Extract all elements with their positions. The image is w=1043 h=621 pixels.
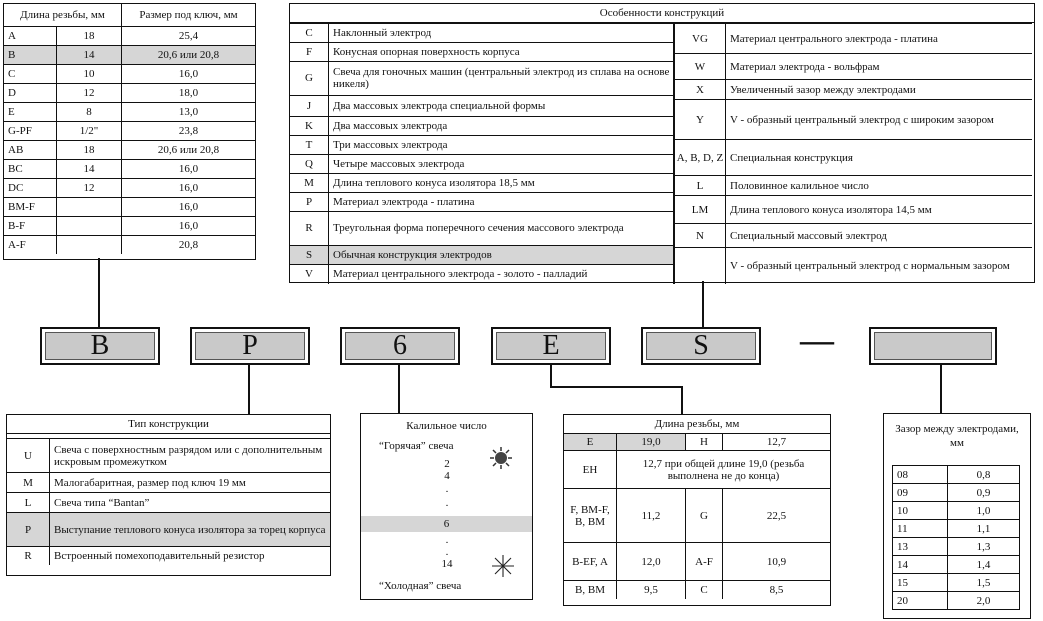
feature-text: Свеча для гоночных машин (центральный электрод из сплава на основе никеля)	[329, 62, 674, 96]
thread-length-grid	[564, 433, 830, 599]
thread-row	[4, 159, 255, 178]
wrench-size: 25,4	[122, 26, 256, 45]
construction-type-table	[6, 414, 331, 576]
construction-type-row	[7, 547, 330, 565]
thread-size-table	[3, 3, 256, 260]
construction-type-code: P	[7, 513, 50, 547]
connector-thread	[98, 258, 100, 327]
hot-sun-icon	[489, 446, 513, 470]
construction-type-row	[7, 493, 330, 513]
connector-type-v	[248, 365, 250, 415]
feature-row	[290, 245, 674, 264]
gap-value: 1,1	[948, 520, 1020, 538]
tl-bbm-code: B, BM	[564, 581, 617, 599]
feature-row	[675, 224, 1033, 248]
code-letter-s: S	[646, 332, 756, 360]
heat-value-6: 6	[443, 518, 450, 530]
feature-row	[290, 155, 674, 174]
tl-af-value: 10,9	[723, 543, 831, 581]
construction-type-text: Малогабаритная, размер под ключ 19 мм	[50, 473, 331, 493]
tl-f-code: F, BM-F, B, BM	[564, 489, 617, 543]
feature-row	[675, 248, 1033, 284]
construction-type-text: Выступание теплового конуса изолятора за торец корпуса	[50, 513, 331, 547]
code-box-features	[641, 327, 761, 365]
features-table	[289, 3, 1035, 283]
thread-row	[4, 216, 255, 235]
thread-code: B-F	[4, 216, 57, 235]
tl-h-value: 12,7	[723, 434, 831, 451]
thread-row	[4, 64, 255, 83]
feature-row	[290, 116, 674, 135]
feature-row	[290, 193, 674, 212]
code-box-gap	[869, 327, 997, 365]
wrench-size: 16,0	[122, 159, 256, 178]
feature-text: Материал центрального электрода - золото - палладий	[329, 264, 674, 283]
heat-number-title: Калильное число	[406, 420, 487, 432]
construction-type-text: Свеча типа “Bantan”	[50, 493, 331, 513]
tl-e-value: 19,0	[617, 434, 686, 451]
heat-value-14: 14	[441, 558, 453, 570]
thread-size-grid	[4, 4, 255, 254]
tl-af-code: A-F	[686, 543, 723, 581]
feature-text: Два массовых электрода специальной формы	[329, 95, 674, 116]
construction-type-row	[7, 439, 330, 473]
gap-code: 10	[893, 502, 948, 520]
thread-code: C	[4, 64, 57, 83]
feature-code: A, B, D, Z	[675, 140, 726, 176]
feature-code	[675, 248, 726, 284]
thread-code: BM-F	[4, 197, 57, 216]
features-title: Особенности конструкций	[290, 4, 1034, 23]
thread-row	[4, 121, 255, 140]
feature-code: S	[290, 245, 329, 264]
connector-gap-v	[940, 365, 942, 413]
feature-text: Специальный массовый электрод	[726, 224, 1033, 248]
thread-length: 8	[57, 102, 122, 121]
gap-value: 0,8	[948, 466, 1020, 484]
thread-row	[4, 235, 255, 254]
feature-code: F	[290, 43, 329, 62]
thread-row	[4, 45, 255, 64]
construction-type-code: R	[7, 547, 50, 565]
heat-value-6-row	[361, 516, 532, 532]
feature-row	[675, 100, 1033, 140]
thread-code: D	[4, 83, 57, 102]
heat-value-4: 4	[444, 470, 450, 482]
gap-code: 20	[893, 592, 948, 610]
wrench-size: 16,0	[122, 216, 256, 235]
thread-length: 14	[57, 159, 122, 178]
feature-code: R	[290, 212, 329, 246]
wrench-size: 16,0	[122, 64, 256, 83]
feature-row	[290, 62, 674, 96]
wrench-size: 23,8	[122, 121, 256, 140]
tl-f-value: 11,2	[617, 489, 686, 543]
feature-text: Наклонный электрод	[329, 24, 674, 43]
thread-length	[57, 216, 122, 235]
heat-dot-3: .	[445, 534, 449, 546]
feature-row	[290, 174, 674, 193]
feature-code: W	[675, 54, 726, 80]
wrench-size: 13,0	[122, 102, 256, 121]
thread-row	[4, 197, 255, 216]
feature-row	[290, 95, 674, 116]
code-box-heat-number	[340, 327, 460, 365]
feature-code: M	[290, 174, 329, 193]
gap-value: 1,0	[948, 502, 1020, 520]
thread-length	[57, 197, 122, 216]
heat-value-2: 2	[444, 458, 450, 470]
tl-c-code: C	[686, 581, 723, 599]
thread-length: 1/2"	[57, 121, 122, 140]
thread-length: 18	[57, 26, 122, 45]
tl-c-value: 8,5	[723, 581, 831, 599]
thread-length: 18	[57, 140, 122, 159]
construction-type-code: L	[7, 493, 50, 513]
feature-text: Материал электрода - платина	[329, 193, 674, 212]
feature-text: Четыре массовых электрода	[329, 155, 674, 174]
heat-values-bottom	[437, 534, 457, 570]
gap-row	[893, 520, 1020, 538]
connector-length-h	[550, 386, 682, 388]
thread-row	[4, 83, 255, 102]
cold-snowflake-icon	[491, 554, 515, 578]
feature-code: T	[290, 135, 329, 154]
feature-row	[675, 54, 1033, 80]
gap-code: 09	[893, 484, 948, 502]
feature-row	[290, 43, 674, 62]
construction-type-text: Свеча с поверхностным разрядом или с дополнительным искровым промежутком	[50, 439, 331, 473]
feature-code: L	[675, 176, 726, 196]
thread-length-title: Длина резьбы, мм	[654, 418, 740, 430]
wrench-size: 20,8	[122, 235, 256, 254]
feature-row	[290, 135, 674, 154]
feature-row	[675, 140, 1033, 176]
tl-eh-value: 12,7 при общей длине 19,0 (резьба выполнена не до конца)	[617, 451, 831, 489]
thread-row	[4, 178, 255, 197]
feature-code: C	[290, 24, 329, 43]
gap-value: 2,0	[948, 592, 1020, 610]
tl-bef-code: B-EF, A	[564, 543, 617, 581]
code-digit-6: 6	[345, 332, 455, 360]
heat-dot-1: .	[445, 483, 449, 495]
feature-code: Y	[675, 100, 726, 140]
feature-code: G	[290, 62, 329, 96]
thread-length: 12	[57, 83, 122, 102]
feature-row	[290, 24, 674, 43]
features-left-grid	[290, 23, 674, 284]
feature-text: Три массовых электрода	[329, 135, 674, 154]
tl-g-code: G	[686, 489, 723, 543]
feature-code: Q	[290, 155, 329, 174]
code-letter-p: P	[195, 332, 305, 360]
feature-text: Материал электрода - вольфрам	[726, 54, 1033, 80]
feature-code: X	[675, 80, 726, 100]
gap-row	[893, 556, 1020, 574]
gap-code: 15	[893, 574, 948, 592]
feature-text: Материал центрального электрода - платина	[726, 24, 1033, 54]
thread-code: BC	[4, 159, 57, 178]
gap-value: 1,4	[948, 556, 1020, 574]
feature-row	[290, 212, 674, 246]
gap-row	[893, 574, 1020, 592]
feature-row	[675, 80, 1033, 100]
wrench-size: 16,0	[122, 178, 256, 197]
wrench-size: 20,6 или 20,8	[122, 140, 256, 159]
feature-code: K	[290, 116, 329, 135]
hot-plug-label: “Горячая” свеча	[379, 440, 454, 452]
feature-text: Половинное калильное число	[726, 176, 1033, 196]
thread-row	[4, 26, 255, 45]
construction-type-row	[7, 473, 330, 493]
gap-code: 11	[893, 520, 948, 538]
tl-g-value: 22,5	[723, 489, 831, 543]
construction-type-code: U	[7, 439, 50, 473]
code-box-construction-thread	[40, 327, 160, 365]
feature-code: VG	[675, 24, 726, 54]
feature-text: Два массовых электрода	[329, 116, 674, 135]
feature-text: Треугольная форма поперечного сечения массового электрода	[329, 212, 674, 246]
wrench-size: 18,0	[122, 83, 256, 102]
gap-row	[893, 466, 1020, 484]
tl-bbm-value: 9,5	[617, 581, 686, 599]
feature-row	[290, 264, 674, 283]
connector-length-v2	[681, 386, 683, 415]
gap-value: 1,3	[948, 538, 1020, 556]
gap-value: 0,9	[948, 484, 1020, 502]
tl-e-code: E	[564, 434, 617, 451]
wrench-size: 20,6 или 20,8	[122, 45, 256, 64]
thread-code: E	[4, 102, 57, 121]
thread-code: AB	[4, 140, 57, 159]
gap-row	[893, 592, 1020, 610]
connector-features	[702, 281, 704, 327]
feature-text: Увеличенный зазор между электродами	[726, 80, 1033, 100]
gap-code: 13	[893, 538, 948, 556]
thread-length: 12	[57, 178, 122, 197]
feature-text: Обычная конструкция электродов	[329, 245, 674, 264]
connector-heat-v	[398, 365, 400, 414]
feature-row	[675, 24, 1033, 54]
construction-type-grid	[7, 438, 330, 565]
thread-row	[4, 102, 255, 121]
code-letter-b: B	[45, 332, 155, 360]
feature-code: LM	[675, 196, 726, 224]
heat-dot-2: .	[445, 497, 449, 509]
code-box-construction-type	[190, 327, 310, 365]
feature-row	[675, 196, 1033, 224]
gap-grid	[892, 465, 1020, 610]
wrench-size-header: Размер под ключ, мм	[122, 4, 256, 26]
feature-code: P	[290, 193, 329, 212]
feature-text: Длина теплового конуса изолятора 18,5 мм	[329, 174, 674, 193]
feature-row	[675, 176, 1033, 196]
feature-text: Длина теплового конуса изолятора 14,5 мм	[726, 196, 1033, 224]
thread-length-header: Длина резьбы, мм	[4, 4, 122, 26]
gap-value: 1,5	[948, 574, 1020, 592]
feature-text: Конусная опорная поверхность корпуса	[329, 43, 674, 62]
construction-type-row	[7, 513, 330, 547]
gap-title: Зазор между электродами, мм	[895, 423, 1019, 449]
heat-dot-4: .	[445, 546, 449, 558]
thread-length: 14	[57, 45, 122, 64]
thread-length-panel	[563, 414, 831, 606]
code-gap-value	[874, 332, 992, 360]
heat-number-panel	[360, 413, 533, 600]
construction-type-code: M	[7, 473, 50, 493]
feature-text: V - образный центральный электрод с широким зазором	[726, 100, 1033, 140]
thread-length: 10	[57, 64, 122, 83]
thread-length	[57, 235, 122, 254]
gap-code: 14	[893, 556, 948, 574]
thread-code: DC	[4, 178, 57, 197]
heat-values-top	[437, 458, 457, 510]
features-right-grid	[674, 23, 1032, 284]
connector-length-v1	[550, 365, 552, 387]
cold-plug-label: “Холодная” свеча	[379, 580, 462, 592]
tl-bef-value: 12,0	[617, 543, 686, 581]
code-box-thread-length	[491, 327, 611, 365]
feature-code: N	[675, 224, 726, 248]
thread-row	[4, 140, 255, 159]
thread-code: A	[4, 26, 57, 45]
gap-row	[893, 502, 1020, 520]
feature-text: Специальная конструкция	[726, 140, 1033, 176]
feature-code: J	[290, 95, 329, 116]
thread-code: A-F	[4, 235, 57, 254]
code-letter-e: E	[496, 332, 606, 360]
gap-row	[893, 538, 1020, 556]
code-dash: —	[800, 322, 834, 359]
wrench-size: 16,0	[122, 197, 256, 216]
construction-type-title: Тип конструкции	[7, 415, 330, 434]
electrode-gap-panel	[883, 413, 1031, 619]
construction-type-text: Встроенный помехоподавительный резистор	[50, 547, 331, 565]
gap-code: 08	[893, 466, 948, 484]
feature-text: V - образный центральный электрод с нормальным зазором	[726, 248, 1033, 284]
tl-h-code: H	[686, 434, 723, 451]
tl-eh-code: EH	[564, 451, 617, 489]
feature-code: V	[290, 264, 329, 283]
gap-row	[893, 484, 1020, 502]
thread-code: B	[4, 45, 57, 64]
thread-code: G-PF	[4, 121, 57, 140]
